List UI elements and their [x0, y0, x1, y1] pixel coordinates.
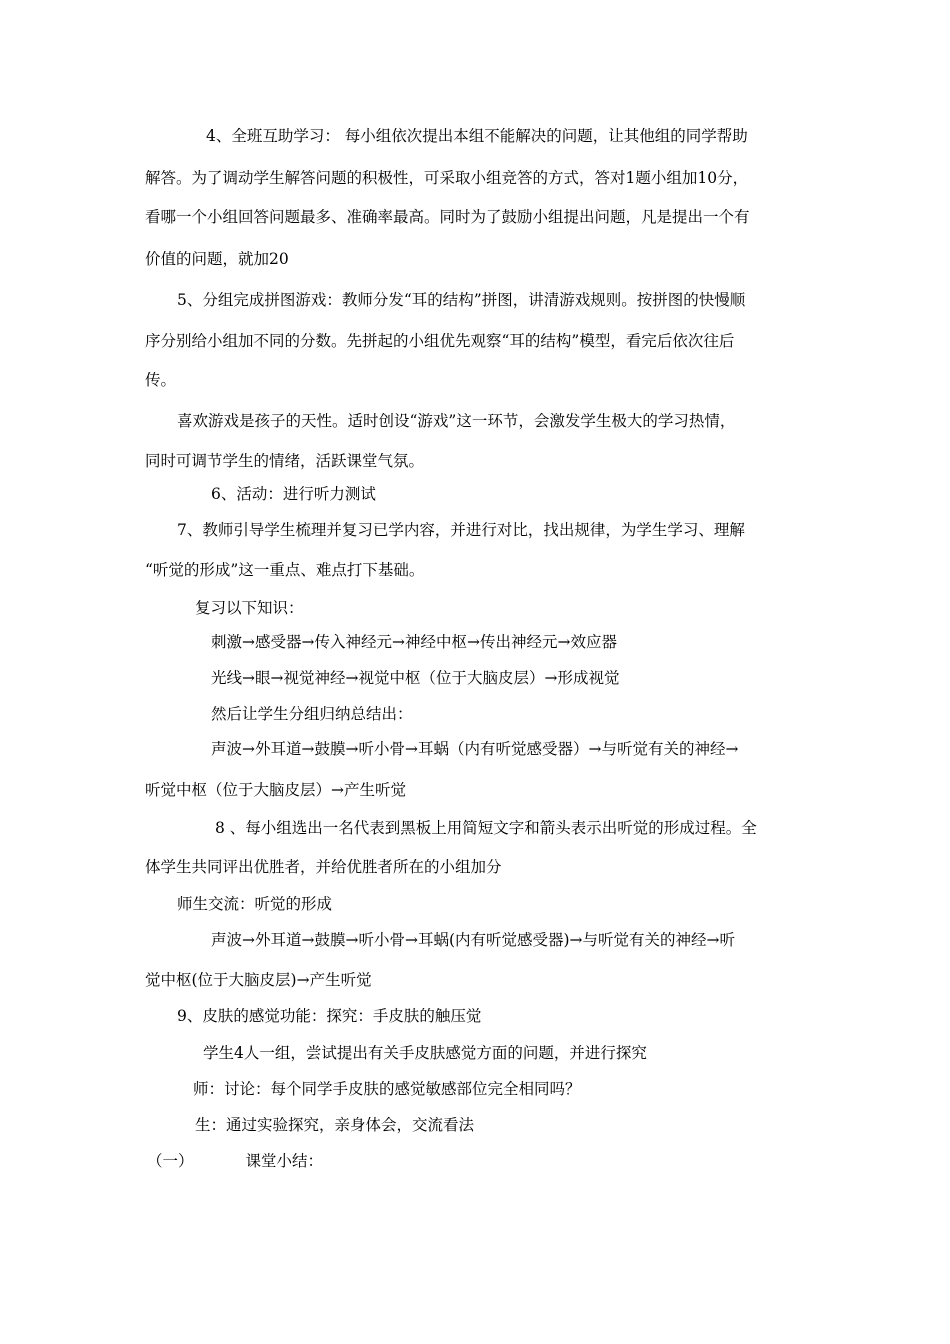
para-7-line-2: “听觉的形成”这一重点、难点打下基础。	[145, 561, 425, 579]
section-number: （一）	[147, 1152, 194, 1170]
hearing-pathway-1-line-1: 声波→外耳道→鼓膜→听小骨→耳蜗（内有听觉感受器）→与听觉有关的神经→	[211, 740, 739, 758]
exchange-heading: 师生交流：听觉的形成	[177, 895, 333, 913]
para-4-line-1: 4、全班互助学习： 每小组依次提出本组不能解决的问题，让其他组的同学帮助	[206, 127, 748, 145]
para-8-line-2: 体学生共同评出优胜者，并给优胜者所在的小组加分	[145, 858, 502, 876]
para-9: 9、皮肤的感觉功能：探究：手皮肤的触压觉	[177, 1007, 482, 1025]
para-6: 6、活动：进行听力测试	[211, 485, 376, 503]
para-5-line-1: 5、分组完成拼图游戏：教师分发“耳的结构”拼图，讲清游戏规则。按拼图的快慢顺	[177, 291, 746, 309]
game-para-line-2: 同时可调节学生的情绪，活跃课堂气氛。	[145, 452, 425, 470]
hearing-pathway-2-line-1: 声波→外耳道→鼓膜→听小骨→耳蜗(内有听觉感受器)→与听觉有关的神经→听	[211, 931, 736, 949]
game-para-line-1: 喜欢游戏是孩子的天性。适时创设“游戏”这一环节，会激发学生极大的学习热情，	[177, 412, 736, 430]
para-5-line-2: 序分别给小组加不同的分数。先拼起的小组优先观察“耳的结构”模型，看完后依次往后	[145, 332, 735, 350]
section-heading	[147, 1151, 323, 1171]
para-7-line-1: 7、教师引导学生梳理并复习已学内容，并进行对比，找出规律，为学生学习、理解	[177, 521, 745, 539]
para-8-line-1: 8 、每小组选出一名代表到黑板上用简短文字和箭头表示出听觉的形成过程。全	[215, 819, 757, 837]
para-4-line-4: 价值的问题，就加20	[145, 250, 289, 268]
section-title: 课堂小结：	[245, 1152, 324, 1170]
para-4-line-3: 看哪一个小组回答问题最多、准确率最高。同时为了鼓励小组提出问题，凡是提出一个有	[145, 208, 750, 226]
review-label: 复习以下知识：	[195, 599, 304, 617]
para-5-line-3: 传。	[145, 371, 177, 389]
student-response: 生：通过实验探究，亲身体会，交流看法	[195, 1116, 475, 1134]
hearing-pathway-1-line-2: 听觉中枢（位于大脑皮层）→产生听觉	[145, 781, 406, 799]
vision-pathway: 光线→眼→视觉神经→视觉中枢（位于大脑皮层）→形成视觉	[211, 669, 620, 687]
reflex-pathway: 刺激→感受器→传入神经元→神经中枢→传出神经元→效应器	[211, 633, 617, 651]
group-of-four: 学生4人一组，尝试提出有关手皮肤感觉方面的问题，并进行探究	[203, 1044, 647, 1062]
hearing-pathway-2-line-2: 觉中枢(位于大脑皮层)→产生听觉	[145, 971, 372, 989]
summary-intro: 然后让学生分组归纳总结出：	[211, 705, 413, 723]
para-4-line-2: 解答。为了调动学生解答问题的积极性，可采取小组竞答的方式，答对1题小组加10分，	[145, 169, 749, 187]
teacher-discussion: 师：讨论：每个同学手皮肤的感觉敏感部位完全相同吗？	[193, 1080, 581, 1098]
